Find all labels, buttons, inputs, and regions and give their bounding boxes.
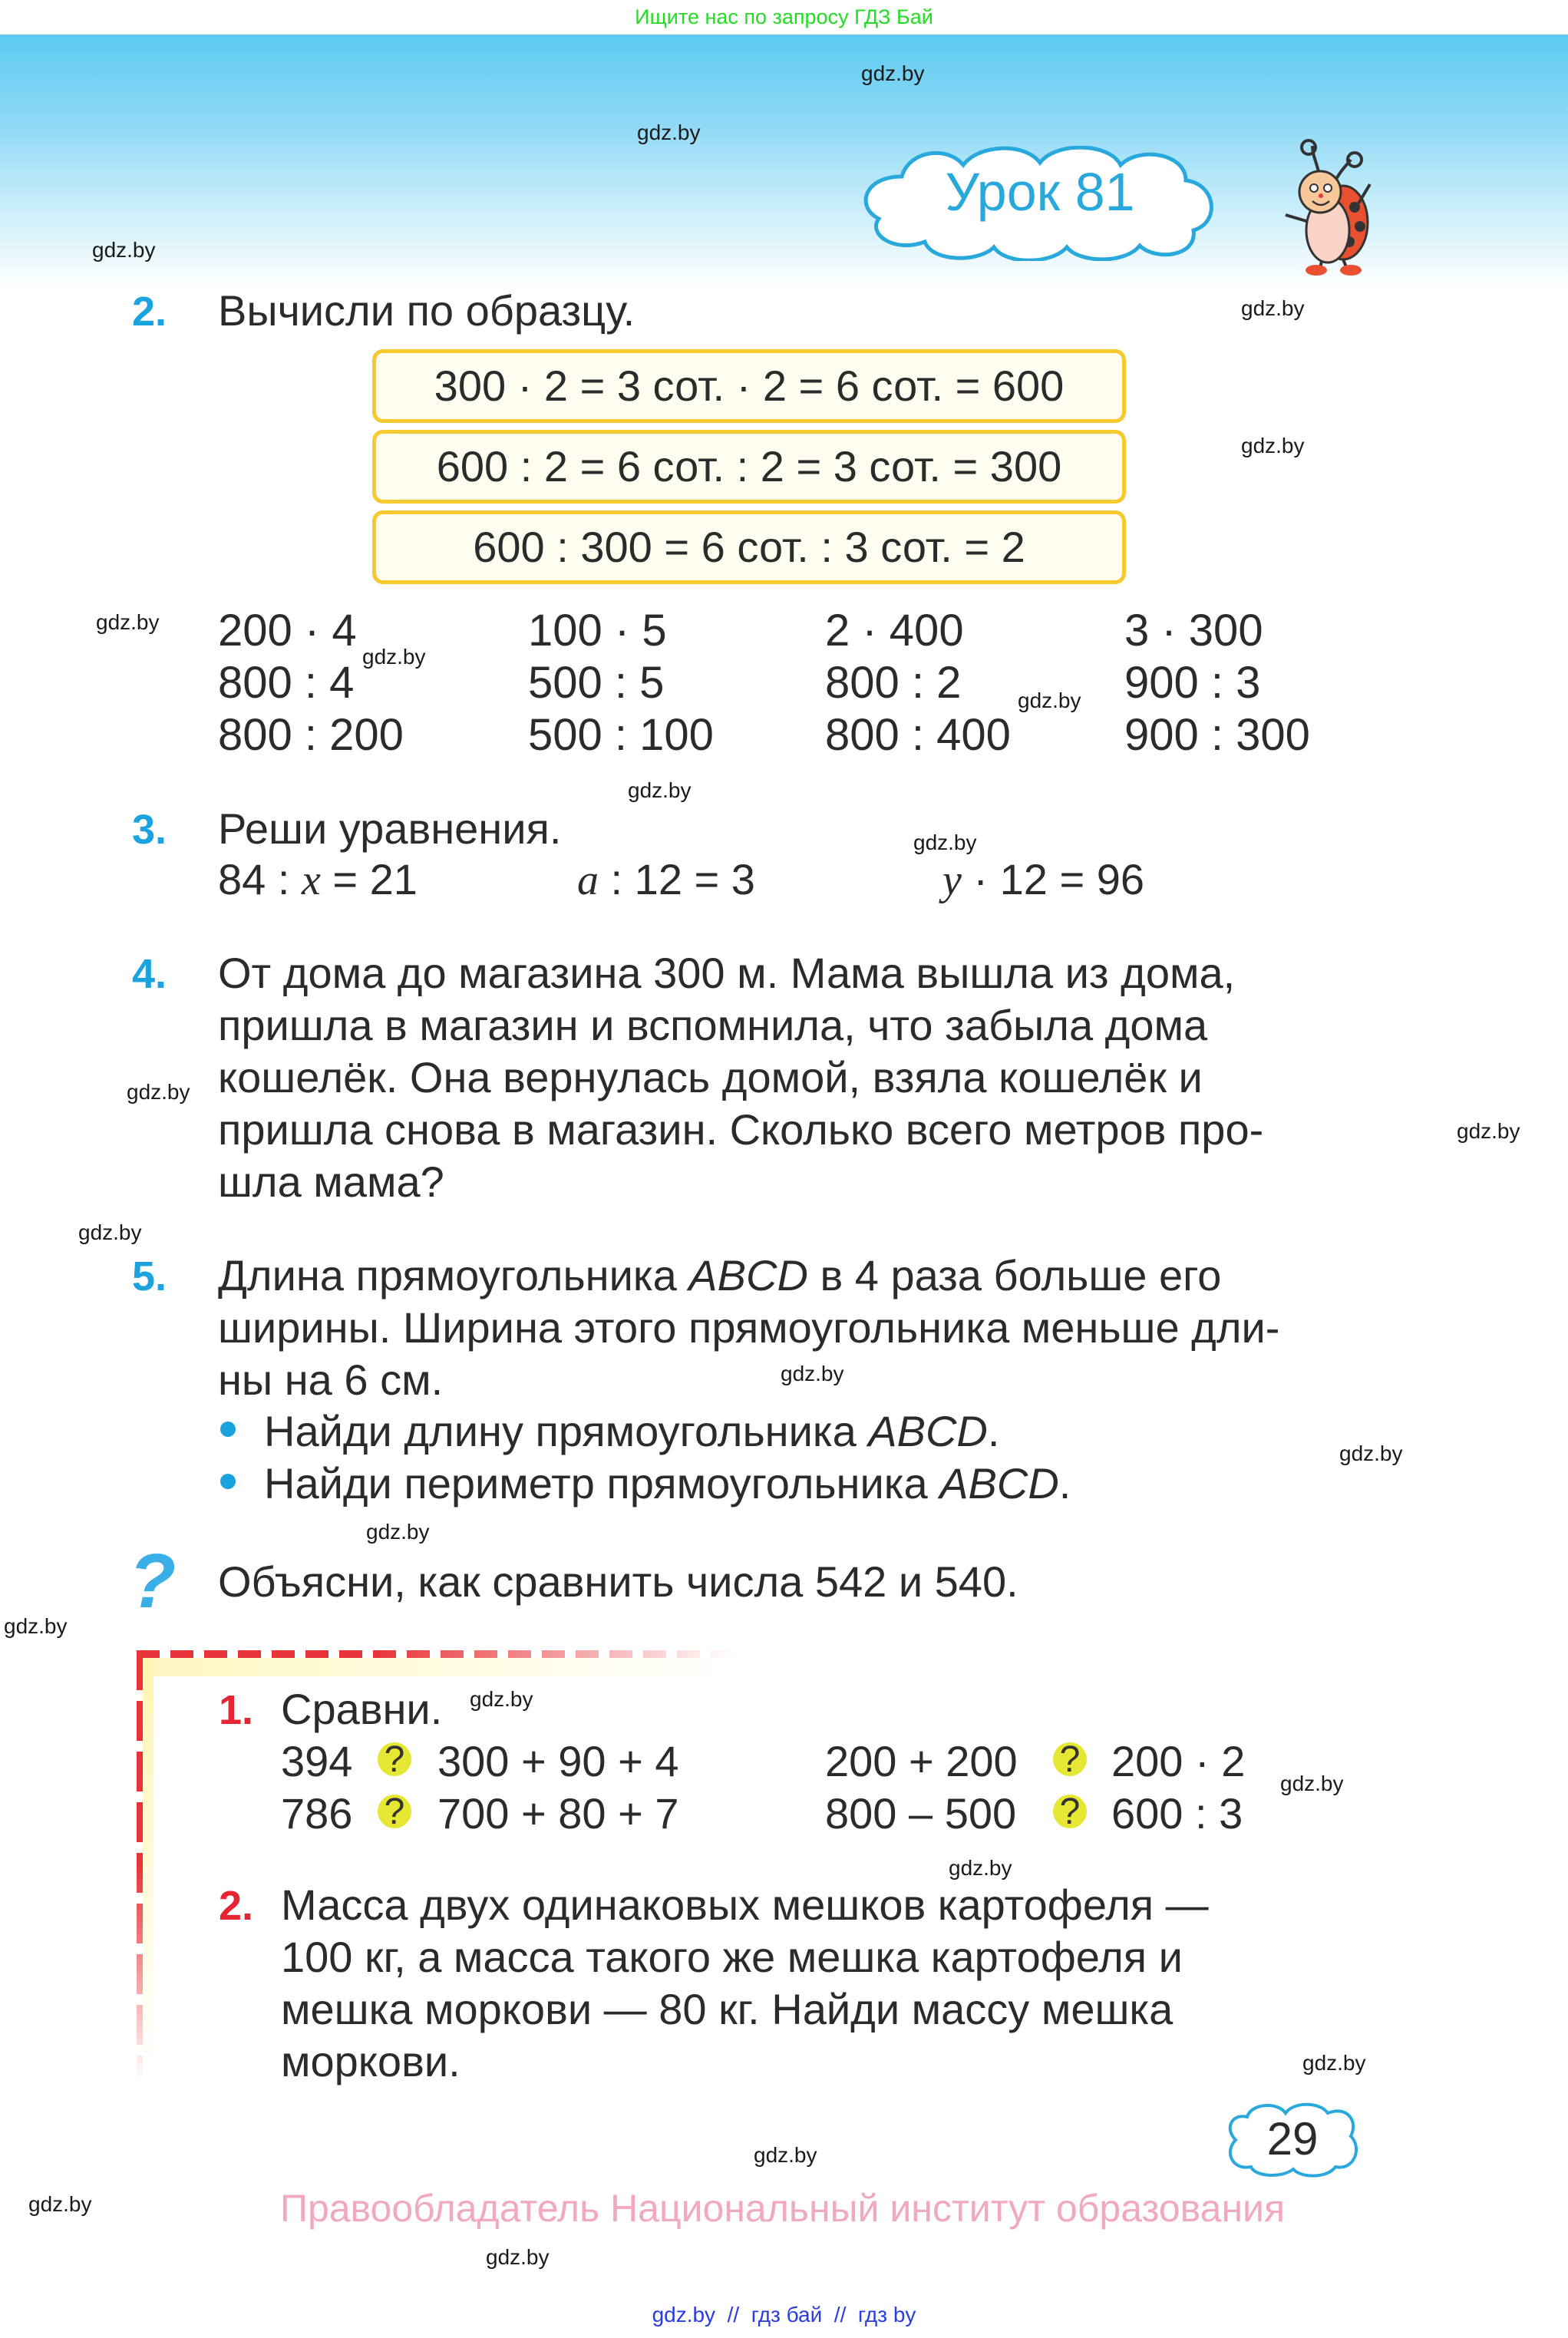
task-text-line: ширины. Ширина этого прямоугольника меньше дли- [218,1303,1280,1352]
top-banner-text: Ищите нас по запросу ГДЗ Бай [635,5,933,28]
task-text-line: Длина прямоугольника ABCD в 4 раза больше его [218,1251,1222,1299]
example-box: 600 : 300 = 6 сот. : 3 сот. = 2 [372,510,1126,584]
watermark: gdz.by [1280,1772,1344,1795]
equation: y · 12 = 96 [942,855,1145,904]
watermark: gdz.by [28,2192,92,2216]
task-text-line: ны на 6 см. [218,1356,444,1404]
task-number: 1. [219,1687,254,1733]
question-text: Объясни, как сравнить числа 542 и 540. [218,1557,1018,1606]
task-text-line: мешка моркови — 80 кг. Найди массу мешка [281,1985,1174,2033]
exercise-cell: 800 : 400 [825,710,1011,760]
task-text-line: кошелёк. Она вернулась домой, взяла кошелёк и [218,1053,1203,1101]
watermark: gdz.by [486,2245,550,2269]
task-heading: Реши уравнения. [218,804,562,853]
compare-right: 700 + 80 + 7 [437,1789,679,1838]
task-bullet-text: Найди длину прямоугольника ABCD. [264,1407,1000,1455]
compare-right: 600 : 3 [1111,1789,1243,1838]
footer-text[interactable]: gdz.by // гдз бай // гдз by [652,2303,916,2326]
compare-right: 200 · 2 [1111,1737,1246,1785]
watermark: gdz.by [127,1080,190,1104]
exercise-cell: 2 · 400 [825,606,964,655]
watermark: gdz.by [1241,434,1305,457]
review-border-top [137,1650,735,1658]
watermark: gdz.by [96,610,160,634]
watermark: gdz.by [362,645,426,669]
watermark: gdz.by [1302,2051,1366,2075]
exercise-cell: 900 : 3 [1124,658,1261,708]
exercise-cell: 500 : 100 [528,710,714,760]
task-number: 4. [132,951,167,997]
exercise-cell: 500 : 5 [528,658,665,708]
exercise-cell: 3 · 300 [1124,606,1263,655]
equation: 84 : x = 21 [218,855,418,904]
compare-left: 394 [281,1737,353,1785]
bullet-icon [220,1474,236,1489]
compare-placeholder[interactable]: ? [378,1795,411,1828]
exercise-cell: 800 : 2 [825,658,962,708]
task-text-line: 100 кг, а масса такого же мешка картофеля и [281,1933,1183,1981]
watermark: gdz.by [1339,1441,1403,1465]
task-heading: Вычисли по образцу. [218,286,635,335]
watermark: gdz.by [637,121,701,144]
review-border-glow [137,1658,735,1676]
task-number: 3. [132,807,167,853]
watermark: gdz.by [1018,689,1081,712]
lesson-title: Урок 81 [945,162,1135,222]
ladybug-icon [1274,138,1381,276]
task-text-line: От дома до магазина 300 м. Мама вышла из дома, [218,949,1236,997]
example-box: 600 : 2 = 6 сот. : 2 = 3 сот. = 300 [372,430,1126,504]
task-number: 2. [132,289,167,335]
watermark: gdz.by [92,238,156,262]
task-heading: Сравни. [281,1685,443,1733]
task-text-line: пришла снова в магазин. Сколько всего метров про- [218,1105,1264,1154]
review-border-glow [143,1658,153,2072]
exercise-cell: 800 : 4 [218,658,355,708]
compare-placeholder[interactable]: ? [378,1742,411,1776]
example-box: 300 · 2 = 3 сот. · 2 = 6 сот. = 600 [372,349,1126,423]
equation: a : 12 = 3 [577,855,755,904]
footer-links[interactable] [0,2303,1568,2327]
watermark: gdz.by [1457,1119,1520,1143]
watermark: gdz.by [628,778,692,802]
watermark: gdz.by [470,1687,533,1711]
task-text-line: моркови. [281,2037,460,2085]
question-mark-icon: ? [129,1538,177,1624]
watermark: gdz.by [861,61,925,85]
task-number: 5. [132,1253,167,1299]
compare-placeholder[interactable]: ? [1053,1742,1087,1776]
watermark: gdz.by [754,2143,817,2167]
watermark: gdz.by [913,831,977,854]
compare-left: 786 [281,1789,353,1838]
watermark: gdz.by [366,1520,430,1544]
watermark: gdz.by [78,1220,142,1244]
task-text-line: Масса двух одинаковых мешков картофеля — [281,1881,1209,1929]
copyright-text: Правообладатель Национальный институт образования [280,2187,1286,2230]
exercise-cell: 100 · 5 [528,606,667,655]
exercise-cell: 900 : 300 [1124,710,1310,760]
exercise-cell: 800 : 200 [218,710,404,760]
watermark: gdz.by [781,1362,844,1385]
watermark: gdz.by [4,1614,68,1638]
compare-placeholder[interactable]: ? [1053,1795,1087,1828]
exercise-cell: 200 · 4 [218,606,357,655]
task-number: 2. [219,1883,254,1929]
page-number: 29 [1266,2113,1319,2165]
task-text-line: шла мама? [218,1157,444,1206]
task-bullet-text: Найди периметр прямоугольника ABCD. [264,1459,1071,1507]
compare-left: 800 – 500 [825,1789,1017,1838]
bullet-icon [220,1422,236,1437]
compare-left: 200 + 200 [825,1737,1018,1785]
watermark: gdz.by [949,1856,1012,1880]
compare-right: 300 + 90 + 4 [437,1737,679,1785]
task-text-line: пришла в магазин и вспомнила, что забыла дома [218,1001,1208,1049]
review-border-left [137,1650,143,2080]
watermark: gdz.by [1241,296,1305,320]
top-banner [0,0,1568,35]
